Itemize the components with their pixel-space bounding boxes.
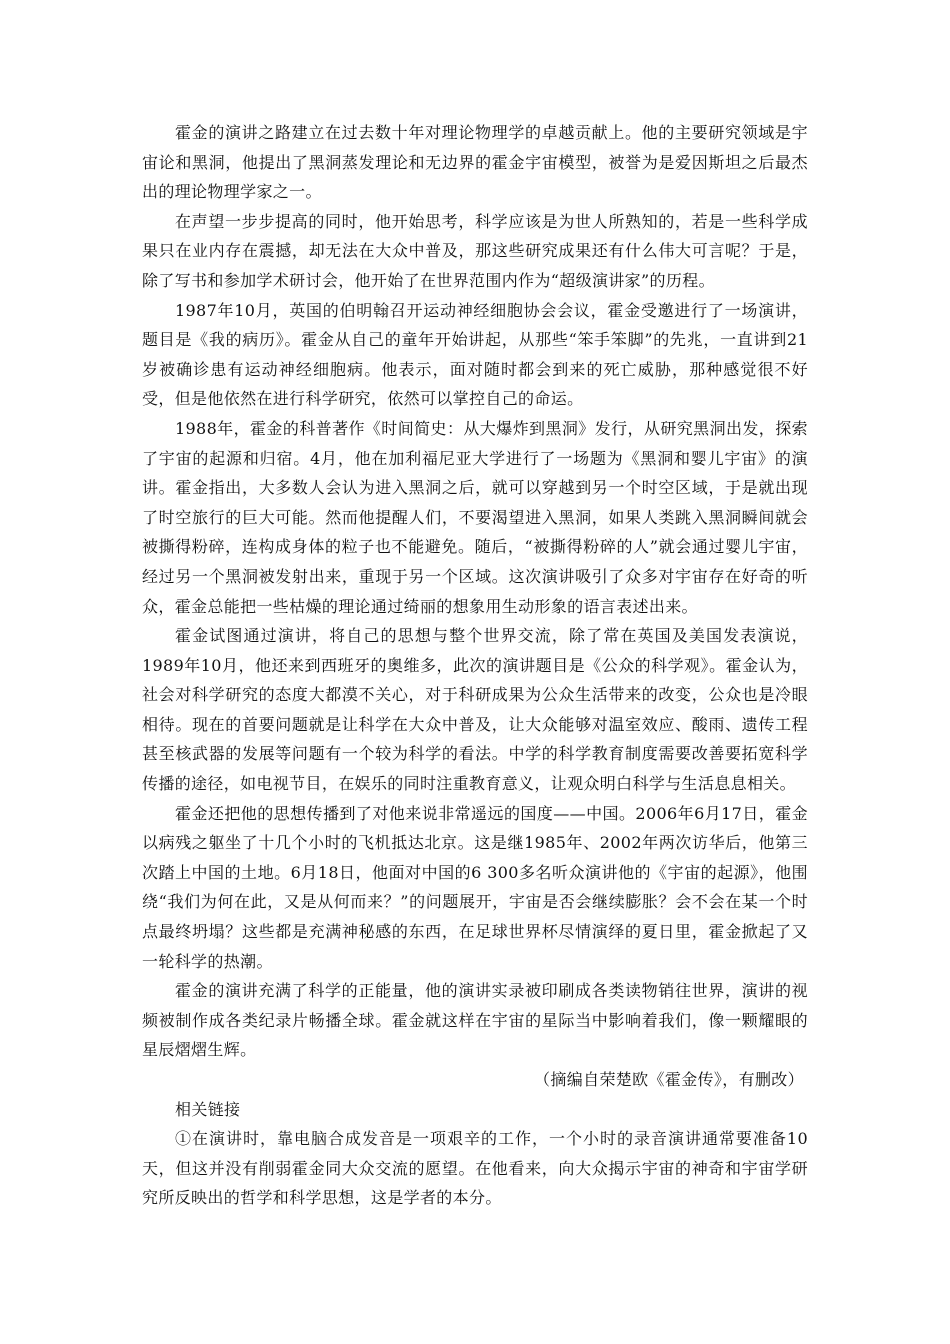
related-links-heading: 相关链接	[175, 1099, 241, 1119]
body-paragraph: 1987年10月，英国的伯明翰召开运动神经细胞协会会议，霍金受邀进行了一场演讲，题目是《我的病历》。霍金从自己的童年开始讲起，从那些“笨手笨脚”的先兆，一直讲到21岁被确诊患有运动神经细胞病。他表示，面对随时都会到来的死亡威胁，那种感觉很不好受，但是他依然在进行科学研究，依然可以掌控自己的命运。	[142, 300, 808, 409]
body-paragraph: 在声望一步步提高的同时，他开始思考，科学应该是为世人所熟知的，若是一些科学成果只在业内存在震撼，却无法在大众中普及，那这些研究成果还有什么伟大可言呢？于是，除了写书和参加学术研讨会，他开始了在世界范围内作为“超级演讲家”的历程。	[142, 211, 808, 290]
related-link-item: ①在演讲时，靠电脑合成发音是一项艰辛的工作，一个小时的录音演讲通常要准备10天，但这并没有削弱霍金同大众交流的愿望。在他看来，向大众揭示宇宙的神奇和宇宙学研究所反映出的哲学和科学思想，这是学者的本分。	[142, 1129, 808, 1208]
body-paragraph: 1988年，霍金的科普著作《时间简史：从大爆炸到黑洞》发行，从研究黑洞出发，探索了宇宙的起源和归宿。4月，他在加利福尼亚大学进行了一场题为《黑洞和婴儿宇宙》的演讲。霍金指出，大多数人会认为进入黑洞之后，就可以穿越到另一个时空区域，于是就出现了时空旅行的巨大可能。然而他提醒人们，不要渴望进入黑洞，如果人类跳入黑洞瞬间就会被撕得粉碎，连构成身体的粒子也不能避免。随后，“被撕得粉碎的人”就会通过婴儿宇宙，经过另一个黑洞被发射出来，重现于另一个区域。这次演讲吸引了众多对宇宙存在好奇的听众，霍金总能把一些枯燥的理论通过绮丽的想象用生动形象的语言表述出来。	[142, 418, 808, 616]
body-paragraph: 霍金的演讲之路建立在过去数十年对理论物理学的卓越贡献上。他的主要研究领域是宇宙论和黑洞，他提出了黑洞蒸发理论和无边界的霍金宇宙模型，被誉为是爱因斯坦之后最杰出的理论物理学家之一。	[142, 123, 808, 202]
body-paragraph: 霍金还把他的思想传播到了对他来说非常遥远的国度——中国。2006年6月17日，霍金以病残之躯坐了十几个小时的飞机抵达北京。这是继1985年、2002年两次访华后，他第三次踏上中国的土地。6月18日，他面对中国的6 300多名听众演讲他的《宇宙的起源》，他围绕“我们为何在此，又是从何而来？”的问题展开，宇宙是否会继续膨胀？会不会在某一个时点最终坍塌？这些都是充满神秘感的东西，在足球世界杯尽情演绎的夏日里，霍金掀起了又一轮科学的热潮。	[142, 803, 808, 971]
document-page	[142, 118, 808, 1213]
body-paragraph: 霍金的演讲充满了科学的正能量，他的演讲实录被印刷成各类读物销往世界，演讲的视频被制作成各类纪录片畅播全球。霍金就这样在宇宙的星际当中影响着我们，像一颗耀眼的星辰熠熠生辉。	[142, 981, 808, 1060]
body-paragraph: 霍金试图通过演讲，将自己的思想与整个世界交流，除了常在英国及美国发表演说，1989年10月，他还来到西班牙的奥维多，此次的演讲题目是《公众的科学观》。霍金认为，社会对科学研究的态度大都漠不关心，对于科研成果为公众生活带来的改变，公众也是冷眼相待。现在的首要问题就是让科学在大众中普及，让大众能够对温室效应、酸雨、遗传工程甚至核武器的发展等问题有一个较为科学的看法。中学的科学教育制度需要改善要拓宽科学传播的途径，如电视节目，在娱乐的同时注重教育意义，让观众明白科学与生活息息相关。	[142, 626, 808, 794]
source-citation: （摘编自荣楚欧《霍金传》，有删改）	[534, 1070, 804, 1089]
